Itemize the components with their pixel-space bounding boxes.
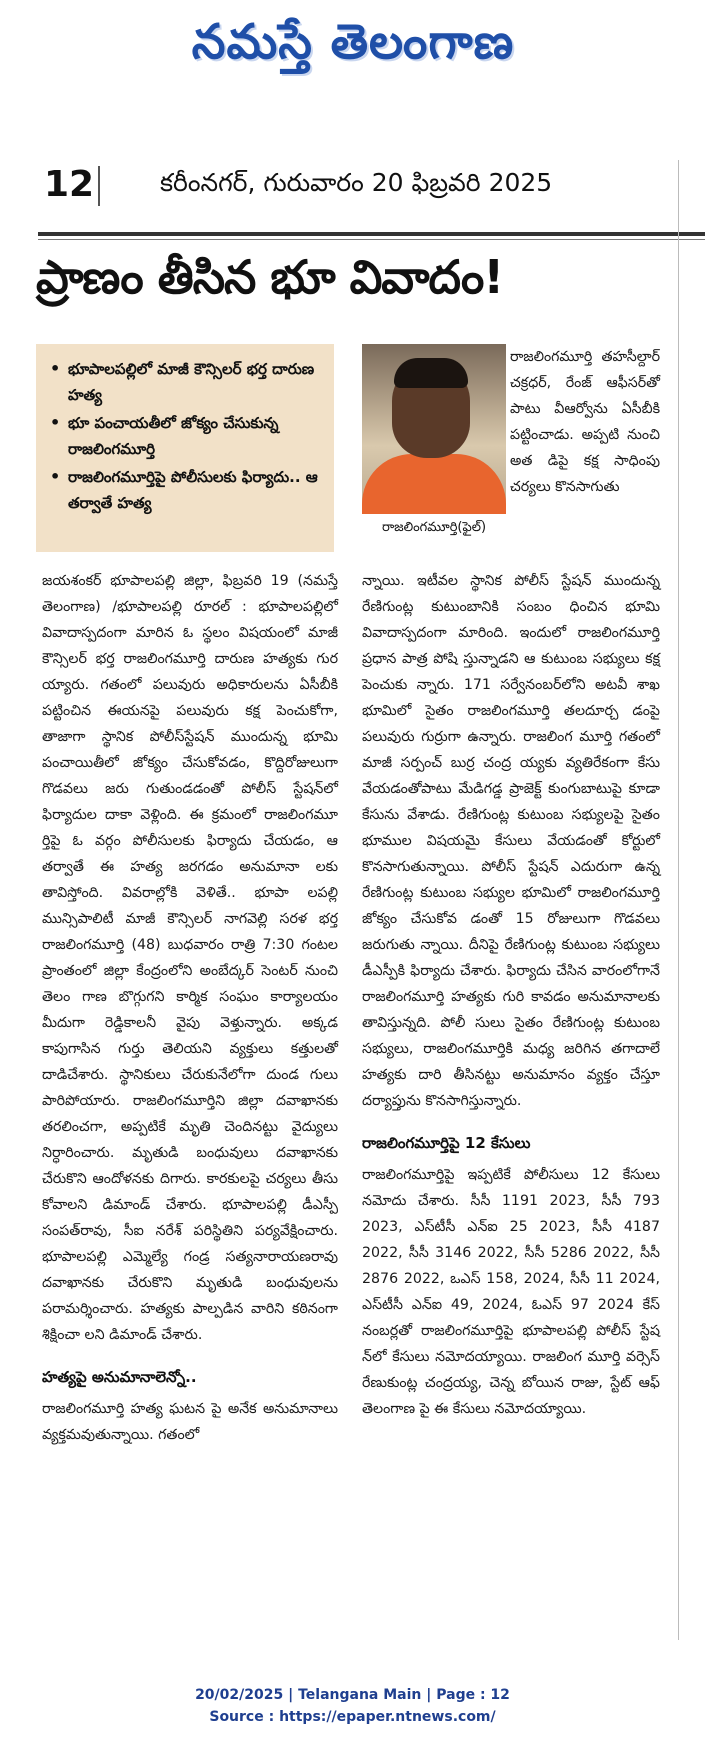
header-rule xyxy=(38,232,705,236)
photo-hair xyxy=(394,358,468,388)
bullet-icon: • xyxy=(50,413,61,432)
date-bar xyxy=(38,160,688,218)
article-paragraph: రాజలింగమూర్తిపై ఇప్పటికే పోలీసులు 12 కేసులు నమోదు చేశారు. సీసీ 1191 2023, సీసీ 793 2023, ఎస్‌టీసీ ఎన్‌ఐ 25 2023, సీసీ 4187 2022, సీసీ 3146 2022, సీసీ 5286 2022, సీసీ 2876 2022, ఒఎస్ 158, 2024, సీసీ 11 2024, ఎస్‌టీసీ ఎన్‌ఐ 49, 2024, ఓఎస్ 97 2024 కేస్ నంబర్లతో రాజలింగమూర్తిపై భూపాలపల్లి పోలీస్ స్టేష న్‌లో కేసులు నమోదయ్యాయి. రాజలింగ మూర్తి వర్సెస్ రేణుకుంట్ల చంద్రయ్య, చెన్న బోయిన రాజు, స్టేట్ ఆఫ్ తెలంగాణ పై ఈ కేసులు నమోదయ్యాయి. xyxy=(362,1167,660,1417)
footer-date-line: 20/02/2025 | Telangana Main | Page : 12 xyxy=(195,1687,510,1703)
masthead xyxy=(0,0,705,90)
highlight-item: • భూపాలపల్లిలో మాజీ కౌన్సిలర్ భర్త దారుణ హత్య xyxy=(50,356,324,408)
article-subhead: హత్యపై అనుమానాలెన్నో.. xyxy=(42,1368,197,1386)
article-paragraph: రాజలింగమూర్తి హత్య ఘటన పై అనేక అనుమానాలు వ్యక్తమవుతున్నాయి. గతంలో xyxy=(42,1401,338,1443)
article-headline: ప్రాణం తీసిన భూ వివాదం! xyxy=(36,250,504,304)
article-paragraph: న్నాయి. ఇటీవల స్థానిక పోలీస్ స్టేషన్ ముందున్న రేణిగుంట్ల కుటుంబానికి సంబం ధించిన భూమి వివాదాస్పదంగా మారింది. ఇందులో రాజలింగమూర్తి ప్రధాన పాత్ర పోషి స్తున్నాడని ఆ కుటుంబ సభ్యులు కక్ష పెంచుకు న్నారు. 171 సర్వేనంబర్‌లోని అటవీ శాఖ భూమిలో సైతం రాజలింగమూర్తి తలదూర్చ డంపై పలువురు గుర్రుగా ఉన్నారు. రాజలింగ మూర్తి గతంలో మాజీ సర్పంచ్ బుర్ర చంద్ర య్యకు వ్యతిరేకంగా కేసు వేయడంతోపాటు మేడిగడ్డ ప్రాజెక్ట్ కుంగుబాటుపై కూడా కేసును వేశాడు. రేణిగుంట్ల కుటుంబ సభ్యులపై సైతం భూముల విషయమై కేసులు వేయడంతో కోర్టులో కొనసాగుతున్నాయి. పోలీస్ స్టేషన్ ఎదురుగా ఉన్న రేణిగుంట్ల కుటుంబ సభ్యుల భూమిలో రాజలింగమూర్తి జోక్యం చేసుకోవ డంతో 15 రోజులుగా గొడవలు జరుగుతు న్నాయి. దీనిపై రేణిగుంట్ల కుటుంబ సభ్యులు డీఎస్పీకి ఫిర్యాదు చేశారు. ఫిర్యాదు చేసిన వారంలోగానే రాజలింగమూర్తి హత్యకు గురి కావడం అనుమానాలకు తావిస్తున్నది. పోలీ సులు సైతం రేణిగుంట్ల కుటుంబ సభ్యులు, రాజలింగమూర్తికి మధ్య జరిగిన తగాదాలే హత్యకు దారి తీసినట్టు అనుమానం వ్యక్తం చేస్తూ దర్యాప్తును కొనసాగిస్తున్నారు. xyxy=(362,573,660,1109)
photo-caption: రాజలింగమూర్తి(ఫైల్) xyxy=(381,520,487,535)
highlight-item: • భూ పంచాయతీలో జోక్యం చేసుకున్న రాజలింగమూర్తి xyxy=(50,410,324,462)
bullet-icon: • xyxy=(50,359,61,378)
article-column-left xyxy=(42,568,338,1448)
person-photo xyxy=(362,344,506,514)
newspaper-logo: నమస్తే తెలంగాణ xyxy=(191,14,515,70)
article-paragraph: జయశంకర్ భూపాలపల్లి జిల్లా, ఫిబ్రవరి 19 (నమస్తే తెలంగాణ) /భూపాలపల్లి రూరల్ : భూపాలపల్లిలో వివాదాస్పదంగా మారిన ఓ స్థలం విషయంలో మాజీ కౌన్సిలర్ భర్త రాజలింగమూర్తి దారుణ హత్యకు గుర య్యారు. గతంలో పలువురు అధికారులను ఏసీబీకి పట్టించిన ఈయనపై పలువురు కక్ష పెంచుకోగా, తాజాగా స్థానిక పోలీస్‌స్టేషన్ ముందున్న భూమి పంచాయితీలో జోక్యం చేసుకోవడం, కొద్దిరోజులుగా గొడవలు జరు గుతుండడంతో పోలీస్ స్టేషన్‌లో ఫిర్యాదుల దాకా వెళ్లింది. ఈ క్రమంలో రాజలింగమూ ర్తిపై ఓ వర్గం పోలీసులకు ఫిర్యాదు చేయడం, ఆ తర్వాతే ఈ హత్య జరగడం అనుమానా లకు తావిస్తోంది. వివరాల్లోకి వెళితే.. భూపా లపల్లి మున్సిపాలిటీ మాజీ కౌన్సిలర్ నాగవెల్లి సరళ భర్త రాజలింగమూర్తి (48) బుధవారం రాత్రి 7:30 గంటల ప్రాంతంలో జిల్లా కేంద్రంలోని అంబేద్కర్ సెంటర్ నుంచి తెలం గాణ బొగ్గుగని కార్మిక సంఘం కార్యాలయం మీదుగా రెడ్డికాలనీ వైపు వెళ్తున్నారు. అక్కడ కాపుగాసిన గుర్తు తెలియని వ్యక్తులు కత్తులతో దాడిచేశారు. స్థానికులు చేరుకునేలోగా దుండ గులు పారిపోయారు. రాజలింగమూర్తిని జిల్లా దవాఖానకు తరలించగా, అప్పటికే మృతి చెందినట్టు వైద్యులు నిర్ధారించారు. మృతుడి బంధువులు దవాఖానకు చేరుకొని ఆందోళనకు దిగారు. కారకులపై చర్యలు తీసు కోవాలని డిమాండ్ చేశారు. భూపాలపల్లి డీఎస్పీ సంపత్‌రావు, సీఐ నరేశ్ పరిస్థితిని పర్యవేక్షించారు. భూపాలపల్లి ఎమ్మెల్యే గండ్ర సత్యనారాయణరావు దవాఖానకు చేరుకొని మృతుడి బంధువులను పరామర్శించారు. హత్యకు పాల్పడిన వారిని కఠినంగా శిక్షించా లని డిమాండ్ చేశారు. xyxy=(42,573,338,1343)
highlights-box xyxy=(36,344,334,552)
bullet-icon: • xyxy=(50,467,61,486)
footer-source-link[interactable]: Source : https://epaper.ntnews.com/ xyxy=(209,1709,496,1725)
highlight-item: • రాజలింగమూర్తిపై పోలీసులకు ఫిర్యాదు.. ఆ తర్వాతే హత్య xyxy=(50,464,324,516)
header-rule-thin xyxy=(38,239,705,240)
article-subhead: రాజలింగమూర్తిపై 12 కేసులు xyxy=(362,1134,531,1152)
divider xyxy=(98,166,100,206)
page-number: 12 xyxy=(44,164,95,205)
article-paragraph: రాజలింగమూర్తి తహసీల్దార్ చక్రధర్, రేంజ్ ఆఫీసర్‌తో పాటు వీఆర్వోను ఏసీబీకి పట్టించాడు. అప్పటి నుంచి అత డిపై కక్ష సాధింపు చర్యలు కొనసాగుతు xyxy=(510,349,660,495)
footer xyxy=(0,1684,705,1728)
article-column-right-top xyxy=(510,344,660,500)
dateline: కరీంనగర్, గురువారం 20 ఫిబ్రవరి 2025 xyxy=(160,168,553,197)
column-rule xyxy=(678,160,679,1640)
photo-shirt xyxy=(362,454,506,514)
article-column-right xyxy=(362,568,660,1422)
